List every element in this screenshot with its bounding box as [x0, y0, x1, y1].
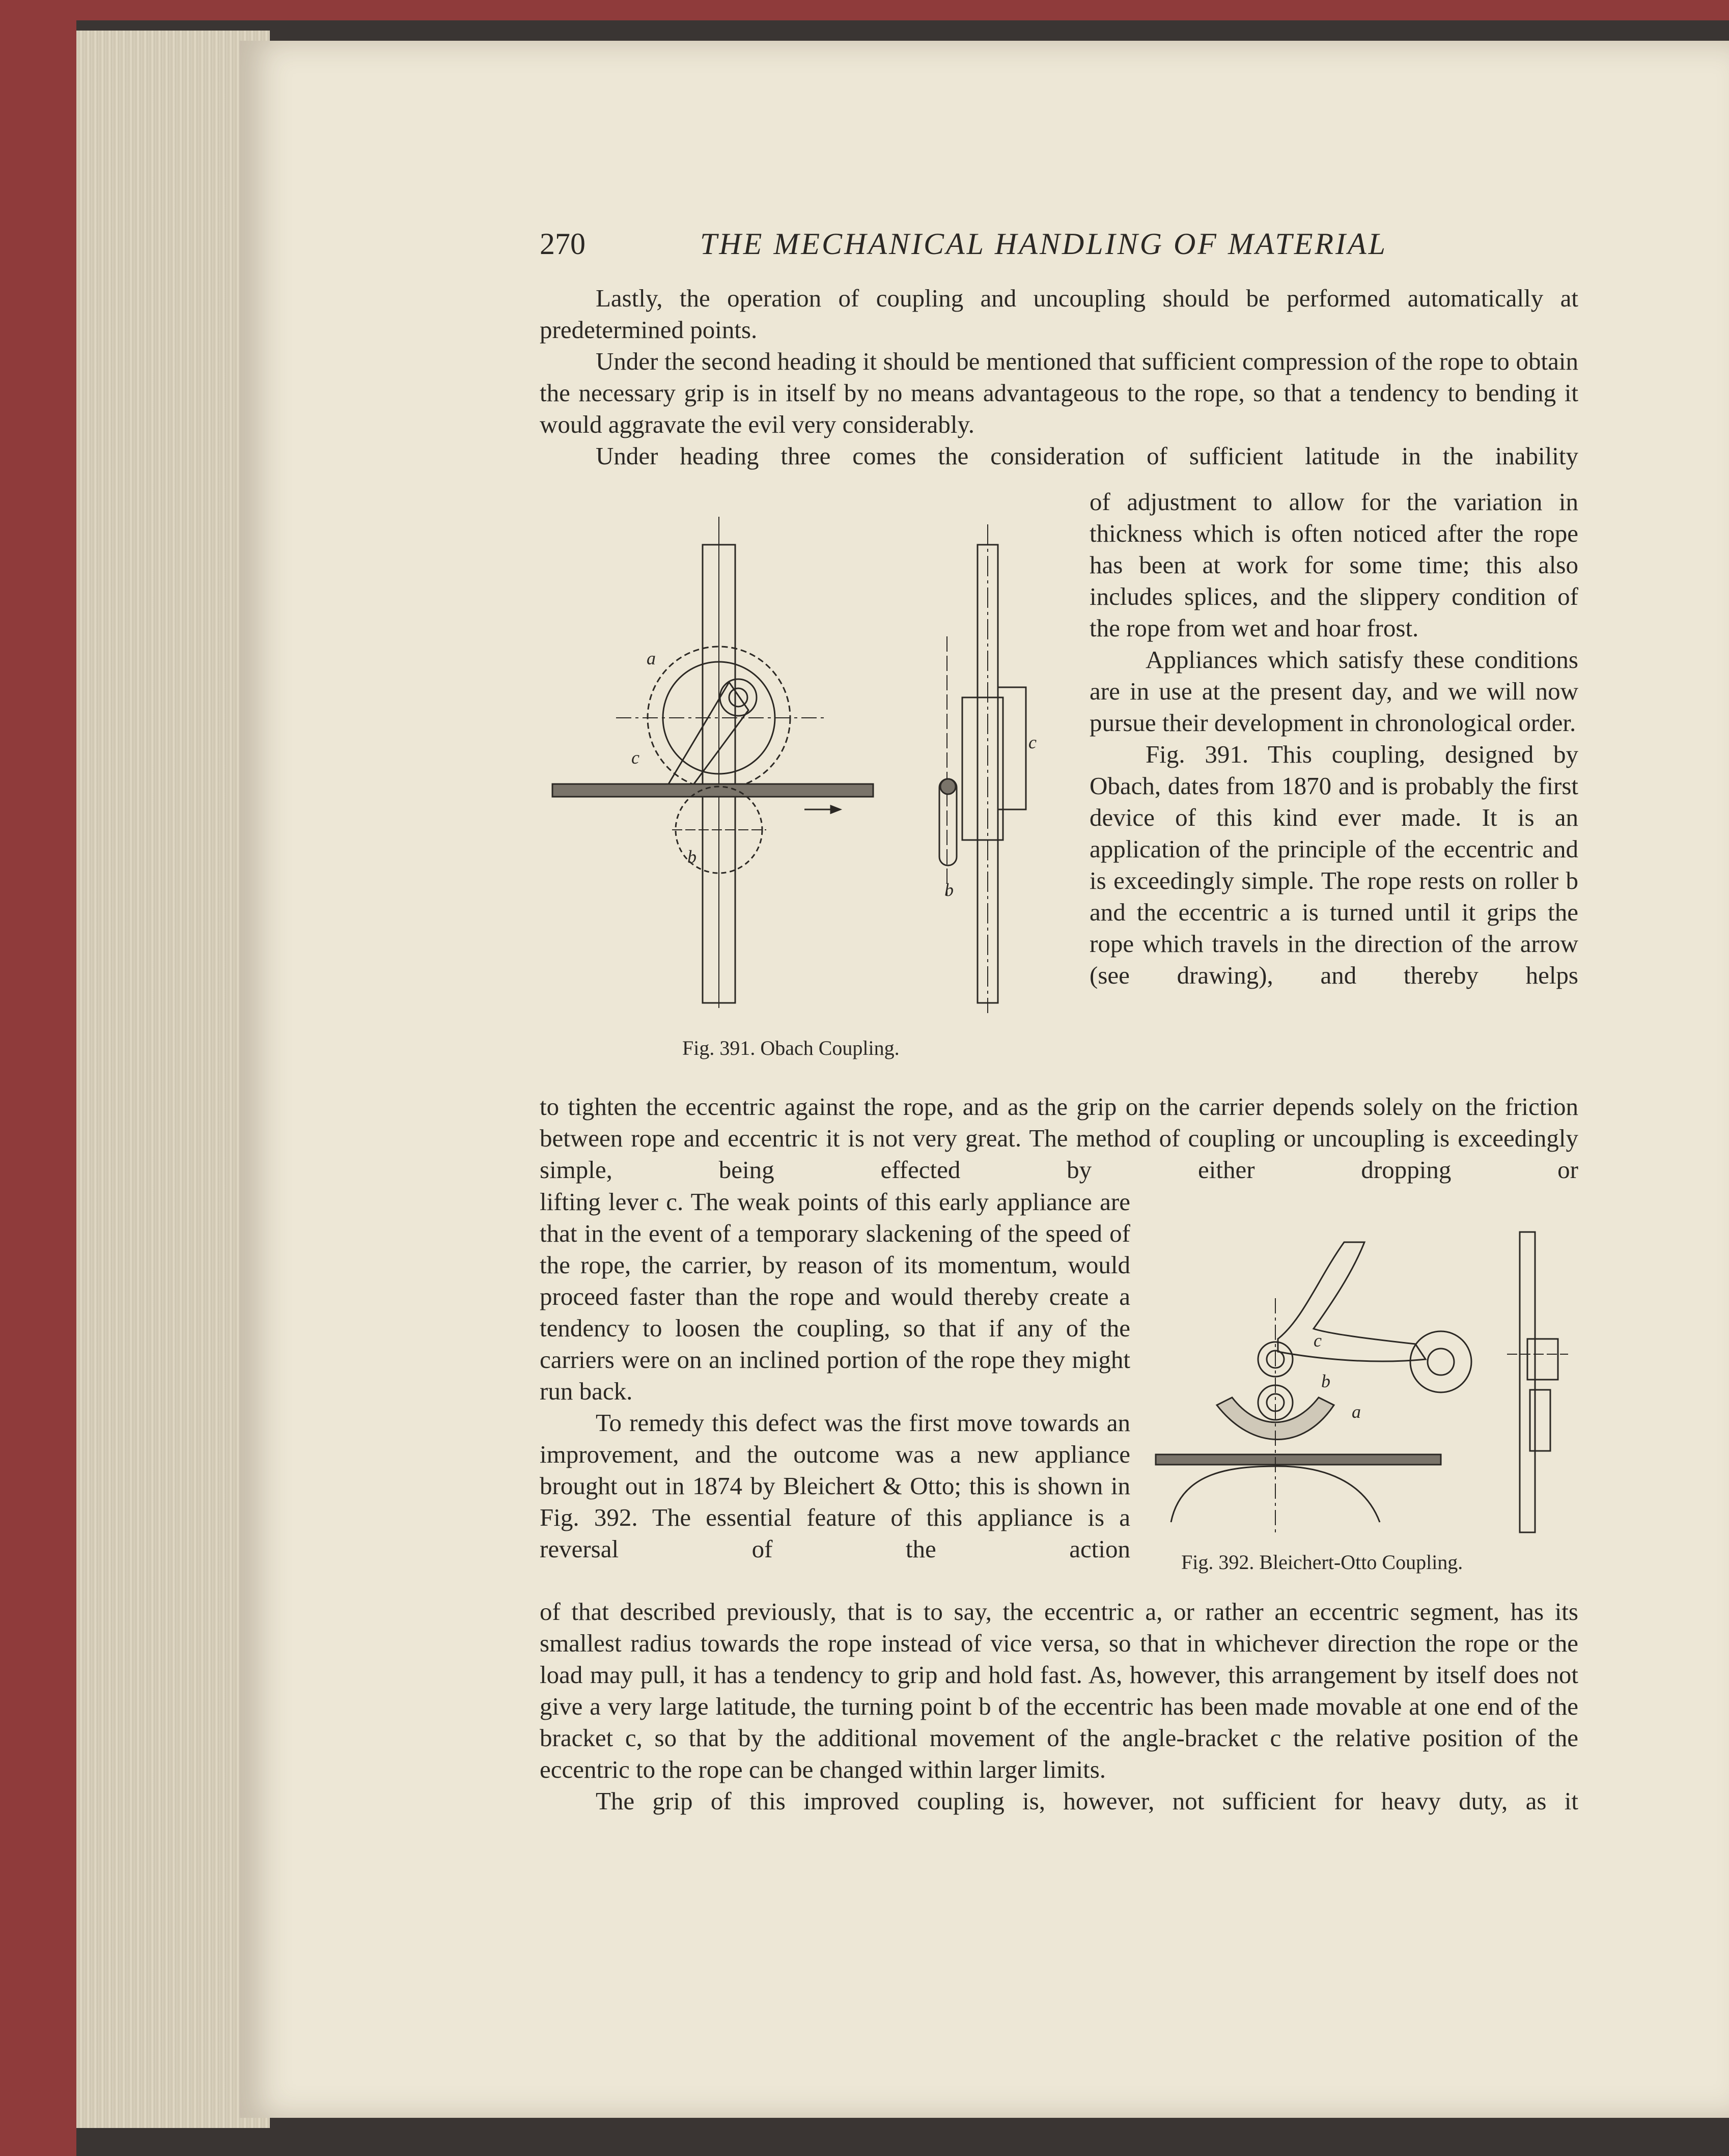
running-head — [540, 227, 1436, 262]
paragraph-grip: The grip of this improved coupling is, however, not sufficient for heavy duty, as it — [596, 1787, 1578, 1815]
label-c-391: c — [631, 747, 639, 768]
paragraph-lastly: Lastly, the operation of coupling and uncoupling should be performed automatically at predetermined points. — [540, 284, 1578, 344]
label-b-391: b — [687, 847, 696, 867]
text-block-intro — [540, 283, 1578, 472]
text-block-right — [1090, 486, 1578, 991]
figure-391-caption: Fig. 391. Obach Coupling. — [682, 1037, 900, 1059]
paragraph-appliances: Appliances which satisfy these conditions are in use at the present day, and we will now pursue their development in chronological order. — [1090, 646, 1578, 737]
label-c-392: c — [1314, 1330, 1322, 1351]
text-block-middle — [540, 1091, 1578, 1186]
figure-392-caption: Fig. 392. Bleichert-Otto Coupling. — [1181, 1551, 1463, 1574]
book-title: THE MECHANICAL HANDLING OF MATERIAL — [700, 227, 1388, 261]
paragraph-remedy: To remedy this defect was the first move towards an improvement, and the outcome was a new appliance brought out in 1874 by Bleichert & Otto; this is shown in Fig. 392. The essential feature of this appliance is a reversal of the action — [540, 1409, 1130, 1563]
label-a-391: a — [647, 648, 656, 668]
figure-391 — [540, 509, 1079, 1021]
label-b-side: b — [944, 880, 954, 900]
text-block-bottom — [540, 1596, 1578, 1817]
paragraph-tighten: to tighten the eccentric against the rope, and as the grip on the carrier depends solely on the friction between rope and eccentric it is not very great. The method of coupling or uncoupling is exceedingly simple, being effected by either dropping or — [540, 1093, 1578, 1184]
label-c-side: c — [1028, 732, 1037, 752]
page-number: 270 — [540, 227, 585, 261]
figure-392 — [1151, 1217, 1578, 1545]
label-b-392: b — [1321, 1371, 1330, 1391]
label-a-392: a — [1352, 1402, 1361, 1422]
paragraph-weak-points: lifting lever c. The weak points of this early appliance are that in the event of a temporary slackening of the speed of the rope, the carrier, by reason of its momentum, would proceed faster than the rope and would thereby create a tendency to loosen the coupling, so that if any of the carriers were on an inclined portion of the rope they might run back. — [540, 1188, 1130, 1405]
paragraph-fig391: Fig. 391. This coupling, designed by Obach, dates from 1870 and is probably the first device of this kind ever made. It is an application of the principle of the eccentric and is exceedingly simple. The rope rests on roller b and the eccentric a is turned until it grips the rope which travels in the direction of the arrow (see drawing), and thereby helps — [1090, 740, 1578, 989]
paragraph-adjustment: of adjustment to allow for the variation in thickness which is often noticed after the rope has been at work for some time; this also includes splices, and the slippery condition of the rope from wet and hoar frost. — [1090, 488, 1578, 642]
bleichert-otto-drawing — [1151, 1217, 1578, 1543]
paragraph-reversal: of that described previously, that is to say, the eccentric a, or rather an eccentric segment, has its smallest radius towards the rope instead of vice versa, so that in whichever direction the rope or the load may pull, it has a tendency to grip and hold fast. As, however, this arrangement by itself does not give a very large latitude, the turning point b of the eccentric has been made movable at one end of the bracket c, so that by the additional movement of the angle-bracket c the relative position of the eccentric to the rope can be changed within larger limits. — [540, 1598, 1578, 1783]
text-block-left — [540, 1186, 1130, 1565]
paragraph-heading-three: Under heading three comes the consideration of sufficient latitude in the inability — [596, 442, 1578, 470]
paragraph-second-heading: Under the second heading it should be mentioned that sufficient compression of the rope to obtain the necessary grip is in itself by no means advantageous to the rope, so that a tendency to bending it would aggravate the evil very considerably. — [540, 347, 1578, 438]
obach-coupling-drawing — [540, 509, 1079, 1018]
